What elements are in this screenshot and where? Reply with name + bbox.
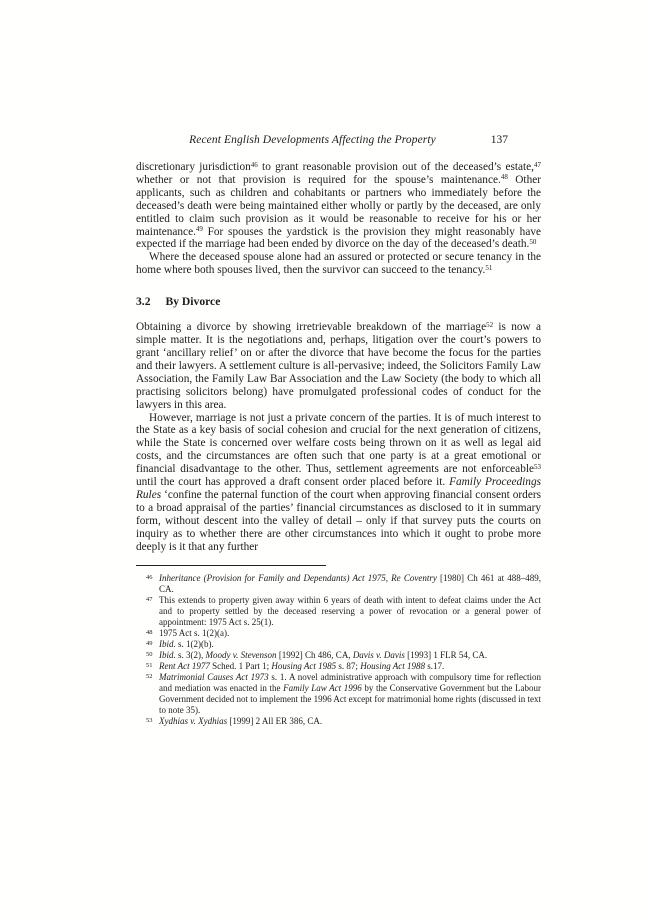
text-run: s.17. — [425, 661, 445, 672]
footnote-number: 51 — [146, 662, 153, 670]
text-run: For spouses the yardstick is the provision they might reasonably have expected if the marriage had been ended by divorce on the day of the deceased’s death. — [136, 225, 541, 251]
footnote-item — [136, 672, 541, 716]
text-run: [1992] Ch 486, CA, — [276, 650, 353, 661]
section-title: By Divorce — [165, 295, 221, 309]
footnote-text — [159, 595, 541, 627]
footnote-number: 49 — [146, 640, 153, 648]
footnote-ref: 53 — [534, 462, 541, 471]
section-number: 3.2 — [136, 295, 151, 309]
footnote-ref: 46 — [250, 160, 258, 169]
text-run: s. 1(2)(b). — [175, 639, 214, 650]
text-run: Obtaining a divorce by showing irretrievable breakdown of the marriage — [136, 321, 487, 334]
text-run: discretionary jurisdiction — [136, 161, 251, 173]
italic-text: Davis v. Davis — [352, 650, 405, 661]
footnote-ref: 52 — [486, 320, 494, 329]
footnote-item — [136, 716, 541, 727]
text-run: [1980] Ch 461 at 488–489, CA. — [159, 573, 541, 595]
italic-text: Family Proceedings Rules — [136, 476, 541, 501]
footnote-text — [159, 672, 541, 715]
italic-text: Rent Act 1977 — [159, 661, 210, 672]
italic-text: Xydhias v. Xydhias — [159, 716, 228, 727]
text-run: [1993] 1 FLR 54, CA. — [404, 650, 488, 661]
italic-text: Ibid. — [159, 650, 176, 661]
footnote-number: 48 — [146, 629, 153, 637]
italic-text: Ibid. — [159, 639, 176, 650]
section-heading — [136, 295, 541, 308]
paragraph-divorce — [136, 321, 541, 411]
italic-text: Family Law Act 1996 — [283, 683, 362, 694]
footnote-item — [136, 639, 541, 650]
paragraph-state-interest — [136, 412, 541, 554]
footnote-area — [136, 565, 541, 727]
text-run: This extends to property given away within 6 years of death with intent to defeat claims under the Act and to property settled by the deceased reserving a power of revocation or a general power of appointment: 1975 Act s. 25(1). — [159, 595, 541, 628]
text-run: Sched. 1 Part 1; — [209, 661, 272, 672]
footnote-item — [136, 661, 541, 672]
italic-text: Matrimonial Causes Act 1973 — [159, 672, 269, 683]
footnotes-list — [136, 573, 541, 727]
text-run: ‘confine the paternal function of the court when approving financial consent orders to a broad appraisal of the parties’ financial circumstances as disclosed to it in summary form, without descent into the valley of detail – only if that survey puts the courts on inquiry as to whether there are other circumstances into which it ought to probe more deeply is it that any further — [136, 488, 541, 553]
footnote-ref: 48 — [500, 173, 508, 182]
text-run: s. 3(2), — [175, 650, 206, 661]
footnote-number: 50 — [146, 651, 153, 659]
text-run: s. 1. A novel administrative approach with compulsory time for reflection and mediation was enacted in the — [159, 672, 541, 694]
italic-text: Housing Act 1985 — [271, 661, 337, 672]
footnote-text — [159, 661, 444, 671]
text-run: whether or not that provision is required for the spouse’s maintenance. — [136, 173, 501, 186]
italic-text: Housing Act 1988 — [360, 661, 426, 672]
footnote-text — [159, 628, 229, 638]
text-run: is now a simple matter. It is the negotiations and, perhaps, litigation over the court’s powers to grant ‘ancillary relief’ on or after the divorce that have become the focus for the parties and their lawyers. A settlement culture is all-pervasive; indeed, the Solicitors Family Law Association, the Family Law Bar Association and the Law Society (the body to which all practising solicitors belong) have promulgated professional codes of conduct for the lawyers in this area. — [136, 321, 541, 411]
page-content — [136, 133, 541, 727]
italic-text: Moody v. Stevenson — [205, 650, 277, 661]
footnote-text — [159, 650, 487, 660]
footnote-separator-rule — [136, 565, 326, 566]
footnote-ref: 51 — [485, 263, 493, 272]
running-header — [136, 133, 541, 147]
text-run: Where the deceased spouse alone had an assured or protected or secure tenancy in the home where both spouses lived, then the survivor can succeed to the tenancy. — [136, 251, 541, 277]
footnote-ref: 49 — [195, 225, 203, 234]
footnote-item — [136, 595, 541, 628]
text-run: to grant reasonable provision out of the deceased’s estate, — [257, 161, 534, 173]
text-run: Other applicants, such as children and cohabitants or partners who immediately before the deceased’s death were being maintained either wholly or partly by the deceased, are only entitled to claim such provision as it would be reasonable to receive for his or her maintenance. — [136, 173, 541, 238]
italic-text: Inheritance (Provision for Family and Dependants) Act 1975, Re Coventry — [159, 573, 437, 584]
paragraph-continuation — [136, 161, 541, 251]
footnote-text — [159, 716, 322, 726]
footnote-item — [136, 650, 541, 661]
footnote-text — [159, 573, 541, 594]
footnote-ref: 47 — [534, 160, 541, 169]
footnote-number: 52 — [146, 673, 153, 681]
text-run: until the court has approved a draft consent order placed before it. — [136, 476, 450, 489]
paragraph-tenancy — [136, 251, 541, 277]
footnote-number: 47 — [146, 596, 153, 604]
footnote-ref: 50 — [529, 237, 537, 246]
footnote-item — [136, 628, 541, 639]
footnote-number: 53 — [146, 717, 153, 725]
footnote-text — [159, 639, 214, 649]
text-run: s. 87; — [336, 661, 361, 672]
footnote-item — [136, 573, 541, 595]
text-run: [1999] 2 All ER 386, CA. — [227, 716, 323, 727]
page-number: 137 — [490, 134, 508, 146]
text-run: However, marriage is not just a private concern of the parties. It is of much interest to the State as a key basis of social cohesion and crucial for the next generation of citizens, while the State is concerned over welfare costs being thrown on it as well as legal aid costs, and the circumstances are often such that one party is at a great emotional or financial disadvantage to the other. Thus, settlement agreements are not enforceable — [136, 411, 541, 476]
text-run: by the Conservative Government but the Labour Government decided not to implement the 1996 Act except for matrimonial home rights (discussed in text to note 35). — [159, 683, 541, 716]
body-text — [136, 161, 541, 553]
footnote-number: 46 — [146, 574, 153, 582]
text-run: 1975 Act s. 1(2)(a). — [159, 628, 230, 639]
running-header-title: Recent English Developments Affecting the Property — [189, 134, 436, 146]
